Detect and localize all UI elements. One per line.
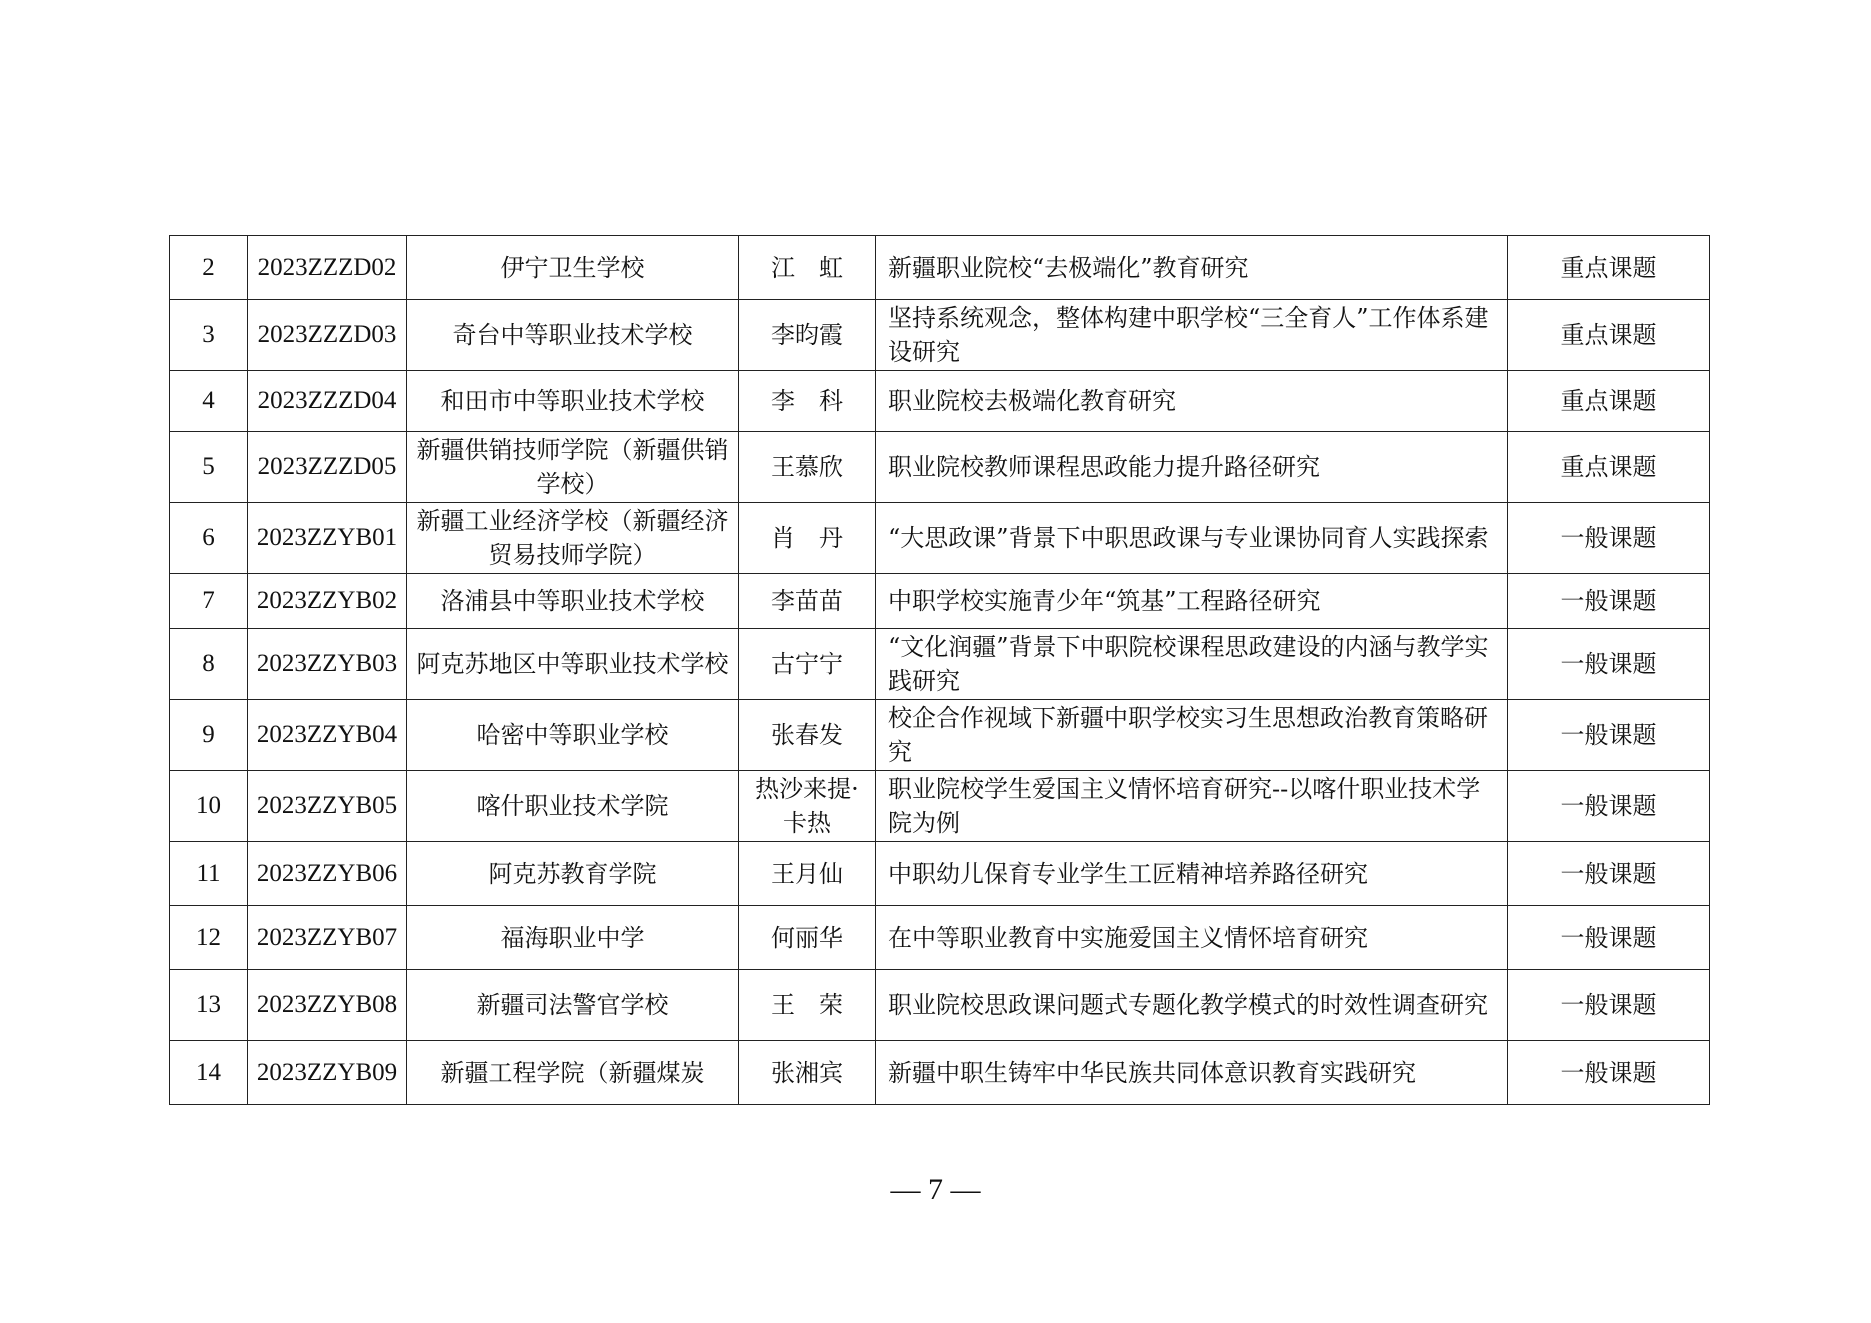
- table-row: [170, 371, 1710, 432]
- table-row: [170, 236, 1710, 300]
- project-title: “文化润疆”背景下中职院校课程思政建设的内涵与教学实践研究: [876, 629, 1508, 700]
- person-name: 江 虹: [739, 236, 876, 300]
- person-name: 李昀霞: [739, 300, 876, 371]
- row-number: 12: [170, 906, 248, 970]
- project-title: 新疆职业院校“去极端化”教育研究: [876, 236, 1508, 300]
- table-row: [170, 1041, 1710, 1105]
- project-type: 重点课题: [1508, 236, 1710, 300]
- table-row: [170, 700, 1710, 771]
- school-name: 新疆工业经济学校（新疆经济贸易技师学院）: [407, 503, 739, 574]
- project-type: 一般课题: [1508, 842, 1710, 906]
- school-name: 新疆供销技师学院（新疆供销学校）: [407, 432, 739, 503]
- row-number: 7: [170, 574, 248, 629]
- project-code: 2023ZZYB04: [248, 700, 407, 771]
- project-type: 一般课题: [1508, 970, 1710, 1041]
- project-title: 中职学校实施青少年“筑基”工程路径研究: [876, 574, 1508, 629]
- row-number: 11: [170, 842, 248, 906]
- project-type: 重点课题: [1508, 432, 1710, 503]
- table-row: [170, 970, 1710, 1041]
- table-row: [170, 300, 1710, 371]
- row-number: 5: [170, 432, 248, 503]
- person-name: 何丽华: [739, 906, 876, 970]
- project-type: 一般课题: [1508, 574, 1710, 629]
- project-code: 2023ZZZD02: [248, 236, 407, 300]
- project-code: 2023ZZZD05: [248, 432, 407, 503]
- table-row: [170, 574, 1710, 629]
- row-number: 6: [170, 503, 248, 574]
- project-type: 一般课题: [1508, 629, 1710, 700]
- project-title: 中职幼儿保育专业学生工匠精神培养路径研究: [876, 842, 1508, 906]
- project-code: 2023ZZYB03: [248, 629, 407, 700]
- person-name: 王月仙: [739, 842, 876, 906]
- project-type: 一般课题: [1508, 503, 1710, 574]
- project-title: 职业院校学生爱国主义情怀培育研究--以喀什职业技术学院为例: [876, 771, 1508, 842]
- project-type: 一般课题: [1508, 906, 1710, 970]
- project-code: 2023ZZYB08: [248, 970, 407, 1041]
- project-type: 一般课题: [1508, 700, 1710, 771]
- school-name: 洛浦县中等职业技术学校: [407, 574, 739, 629]
- table-row: [170, 842, 1710, 906]
- project-code: 2023ZZYB02: [248, 574, 407, 629]
- project-title: 职业院校去极端化教育研究: [876, 371, 1508, 432]
- project-type: 一般课题: [1508, 771, 1710, 842]
- table-row: [170, 771, 1710, 842]
- project-type: 重点课题: [1508, 300, 1710, 371]
- project-title: 在中等职业教育中实施爱国主义情怀培育研究: [876, 906, 1508, 970]
- table-row: [170, 432, 1710, 503]
- school-name: 阿克苏地区中等职业技术学校: [407, 629, 739, 700]
- person-name: 肖 丹: [739, 503, 876, 574]
- project-code: 2023ZZZD03: [248, 300, 407, 371]
- project-title: “大思政课”背景下中职思政课与专业课协同育人实践探索: [876, 503, 1508, 574]
- project-code: 2023ZZYB06: [248, 842, 407, 906]
- row-number: 9: [170, 700, 248, 771]
- project-title: 职业院校思政课问题式专题化教学模式的时效性调查研究: [876, 970, 1508, 1041]
- page-number: — 7 —: [890, 1173, 981, 1206]
- person-name: 王慕欣: [739, 432, 876, 503]
- row-number: 2: [170, 236, 248, 300]
- school-name: 伊宁卫生学校: [407, 236, 739, 300]
- school-name: 和田市中等职业技术学校: [407, 371, 739, 432]
- project-code: 2023ZZYB07: [248, 906, 407, 970]
- project-title: 新疆中职生铸牢中华民族共同体意识教育实践研究: [876, 1041, 1508, 1105]
- person-name: 李 科: [739, 371, 876, 432]
- person-name: 古宁宁: [739, 629, 876, 700]
- project-code: 2023ZZYB01: [248, 503, 407, 574]
- project-title: 校企合作视域下新疆中职学校实习生思想政治教育策略研究: [876, 700, 1508, 771]
- person-name: 热沙来提·卡热: [739, 771, 876, 842]
- person-name: 李苗苗: [739, 574, 876, 629]
- school-name: 哈密中等职业学校: [407, 700, 739, 771]
- person-name: 张湘宾: [739, 1041, 876, 1105]
- project-code: 2023ZZYB09: [248, 1041, 407, 1105]
- projects-table: [169, 235, 1710, 1105]
- row-number: 8: [170, 629, 248, 700]
- project-code: 2023ZZZD04: [248, 371, 407, 432]
- row-number: 10: [170, 771, 248, 842]
- table-row: [170, 629, 1710, 700]
- row-number: 14: [170, 1041, 248, 1105]
- school-name: 福海职业中学: [407, 906, 739, 970]
- person-name: 王 荣: [739, 970, 876, 1041]
- project-code: 2023ZZYB05: [248, 771, 407, 842]
- person-name: 张春发: [739, 700, 876, 771]
- school-name: 新疆司法警官学校: [407, 970, 739, 1041]
- project-title: 职业院校教师课程思政能力提升路径研究: [876, 432, 1508, 503]
- school-name: 阿克苏教育学院: [407, 842, 739, 906]
- school-name: 新疆工程学院（新疆煤炭: [407, 1041, 739, 1105]
- table-row: [170, 906, 1710, 970]
- school-name: 喀什职业技术学院: [407, 771, 739, 842]
- row-number: 3: [170, 300, 248, 371]
- table-row: [170, 503, 1710, 574]
- row-number: 4: [170, 371, 248, 432]
- project-title: 坚持系统观念，整体构建中职学校“三全育人”工作体系建设研究: [876, 300, 1508, 371]
- row-number: 13: [170, 970, 248, 1041]
- school-name: 奇台中等职业技术学校: [407, 300, 739, 371]
- project-type: 一般课题: [1508, 1041, 1710, 1105]
- project-type: 重点课题: [1508, 371, 1710, 432]
